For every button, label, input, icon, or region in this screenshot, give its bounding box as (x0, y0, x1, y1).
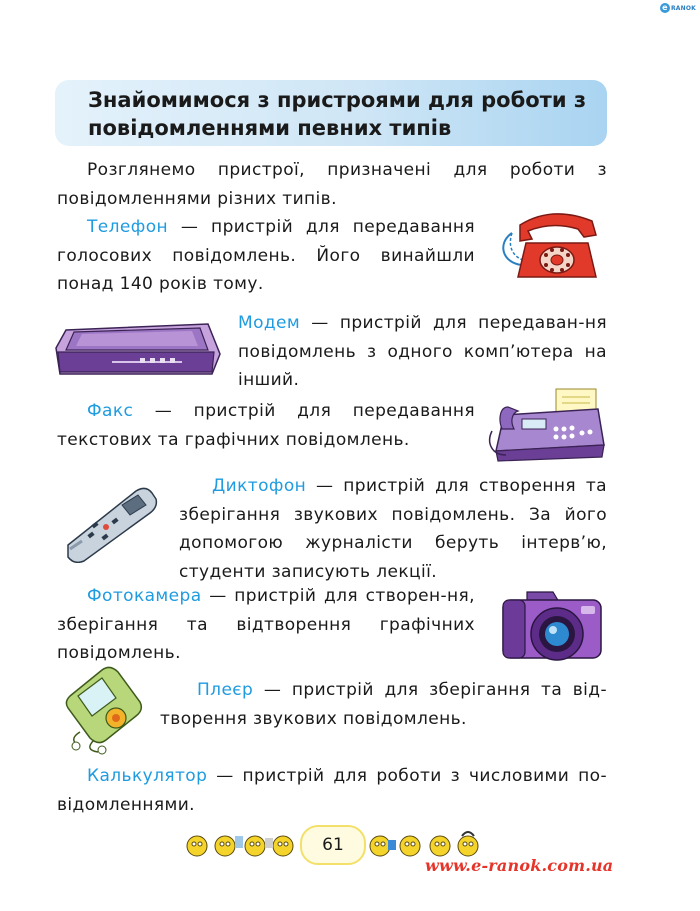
telephone-icon (492, 203, 610, 283)
page-number: 61 (300, 825, 366, 865)
website-url: www.e-ranok.com.ua (425, 856, 614, 875)
device-term: Фотокамера (87, 586, 202, 606)
device-description: — пристрій для роботи з числовими по-відомленнями. (57, 766, 607, 815)
mascots-left-decoration (183, 826, 298, 864)
voice-recorder-icon (62, 483, 162, 563)
device-term: Диктофон (212, 476, 307, 496)
device-description: — пристрій для передавання голосових повідомлень. Його винайшли понад 140 років тому. (57, 217, 475, 294)
device-paragraph-telephone (57, 213, 475, 299)
device-paragraph-player (160, 676, 607, 733)
device-term: Модем (238, 313, 301, 333)
section-heading: Знайомимося з пристроями для роботи з повідомленнями певних типів (88, 88, 587, 140)
section-heading-box (55, 80, 607, 146)
device-description: — пристрій для створен-ня, зберігання та відтворення графічних повідомлень. (57, 586, 475, 663)
fax-icon (486, 385, 610, 463)
device-paragraph-camera (57, 582, 475, 668)
device-paragraph-fax (57, 397, 475, 454)
device-description: — пристрій для передаван-ня повідомлень з одного комп’ютера на інший. (238, 313, 607, 390)
device-term: Телефон (87, 217, 169, 237)
publisher-logo: e RANOK (660, 3, 696, 13)
device-description: — пристрій для передавання текстових та графічних повідомлень. (57, 401, 475, 450)
device-paragraph-modem-first (238, 309, 607, 395)
modem-icon (52, 318, 222, 380)
device-description: — пристрій для створення та зберігання звукових повідомлень. За його допомогою журналісти беруть інтерв’ю, студенти записують лекції. (179, 476, 607, 582)
device-paragraph-calculator (57, 762, 607, 819)
intro-paragraph: Розглянемо пристрої, призначені для роботи з повідомленнями різних типів. (57, 160, 607, 209)
device-description: — пристрій для зберігання та від-творення звукових повідомлень. (160, 680, 607, 729)
device-paragraph-recorder (179, 472, 607, 586)
player-icon (64, 666, 146, 756)
device-term: Факс (87, 401, 134, 421)
camera-icon (497, 578, 607, 670)
device-term: Плеєр (197, 680, 254, 700)
device-term: Калькулятор (87, 766, 208, 786)
